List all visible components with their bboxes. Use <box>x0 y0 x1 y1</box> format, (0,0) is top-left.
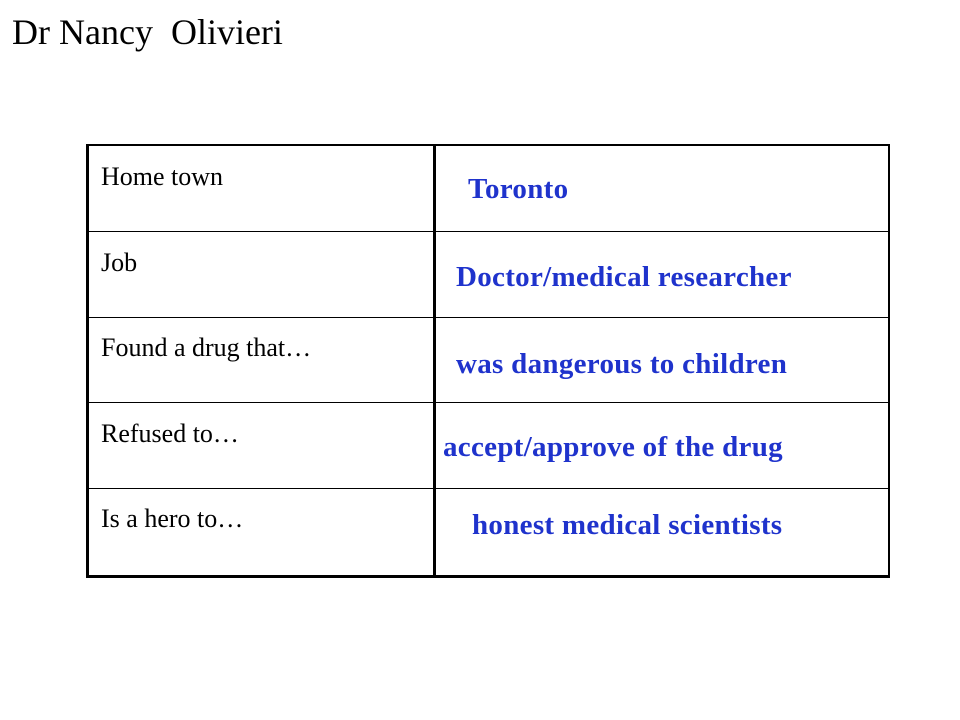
answer-hero: honest medical scientists <box>472 509 783 541</box>
row-divider <box>89 317 888 318</box>
answer-found-drug: was dangerous to children <box>456 348 788 380</box>
answer-refused: accept/approve of the drug <box>443 431 783 463</box>
slide-title: Dr Nancy Olivieri <box>12 12 283 52</box>
row-label-job: Job <box>101 248 138 277</box>
row-label-hero: Is a hero to… <box>101 504 244 533</box>
column-divider <box>433 146 436 575</box>
row-divider <box>89 488 888 489</box>
row-divider <box>89 231 888 232</box>
answer-job: Doctor/medical researcher <box>456 261 792 293</box>
answer-home-town: Toronto <box>468 173 569 205</box>
row-label-home-town: Home town <box>101 162 224 191</box>
row-label-found-drug: Found a drug that… <box>101 333 312 362</box>
row-label-refused: Refused to… <box>101 419 239 448</box>
row-divider <box>89 402 888 403</box>
